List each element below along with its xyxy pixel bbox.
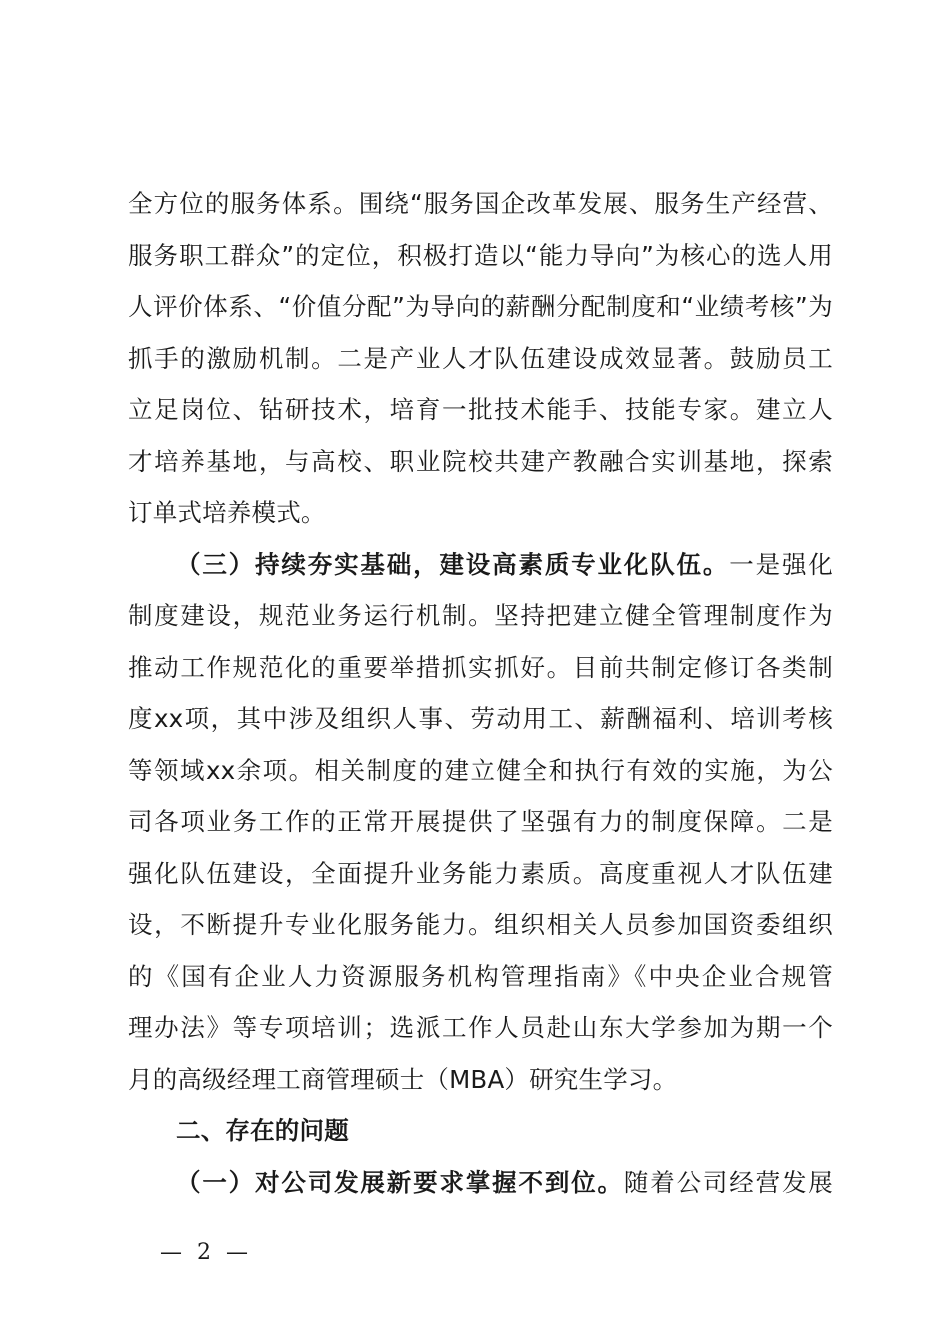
paragraph-text: 随着公司经营发展 [623,1168,833,1197]
section-heading: 二、存在的问题 [176,1116,349,1145]
subsection-heading: （三）持续夯实基础，建设高素质专业化队伍。 [176,550,730,579]
paragraph-line: 月的高级经理工商管理硕士（MBA）研究生学习。 [128,1065,678,1094]
paragraph-line: 强化队伍建设，全面提升业务能力素质。高度重视人才队伍建 [128,859,833,888]
paragraph-text: 一是强化 [729,550,833,579]
paragraph-first-line [176,550,833,580]
paragraph-line: 人评价体系、“价值分配”为导向的薪酬分配制度和“业绩考核”为 [128,292,833,321]
paragraph-line: 等领域xx余项。相关制度的建立健全和执行有效的实施，为公 [128,756,833,785]
paragraph-line: 才培养基地，与高校、职业院校共建产教融合实训基地，探索 [128,447,833,476]
paragraph-line: 制度建设，规范业务运行机制。坚持把建立健全管理制度作为 [128,601,833,630]
page-number: — 2 — [160,1240,252,1265]
paragraph-line: 服务职工群众”的定位，积极打造以“能力导向”为核心的选人用 [128,241,833,270]
paragraph-line: 推动工作规范化的重要举措抓实抓好。目前共制定修订各类制 [128,653,833,682]
paragraph-line: 设，不断提升专业化服务能力。组织相关人员参加国资委组织 [128,910,833,939]
paragraph-line: 立足岗位、钻研技术，培育一批技术能手、技能专家。建立人 [128,395,833,424]
paragraph-line: 理办法》等专项培训；选派工作人员赴山东大学参加为期一个 [128,1013,833,1042]
paragraph-line: 度xx项，其中涉及组织人事、劳动用工、薪酬福利、培训考核 [128,704,833,733]
paragraph-line: 订单式培养模式。 [128,498,326,527]
paragraph-first-line [176,1168,833,1198]
paragraph-line: 全方位的服务体系。围绕“服务国企改革发展、服务生产经营、 [128,189,833,218]
subsection-heading: （一）对公司发展新要求掌握不到位。 [176,1168,624,1197]
paragraph-line: 的《国有企业人力资源服务机构管理指南》《中央企业合规管 [128,962,833,991]
paragraph-line: 司各项业务工作的正常开展提供了坚强有力的制度保障。二是 [128,807,833,836]
paragraph-line: 抓手的激励机制。二是产业人才队伍建设成效显著。鼓励员工 [128,344,833,373]
